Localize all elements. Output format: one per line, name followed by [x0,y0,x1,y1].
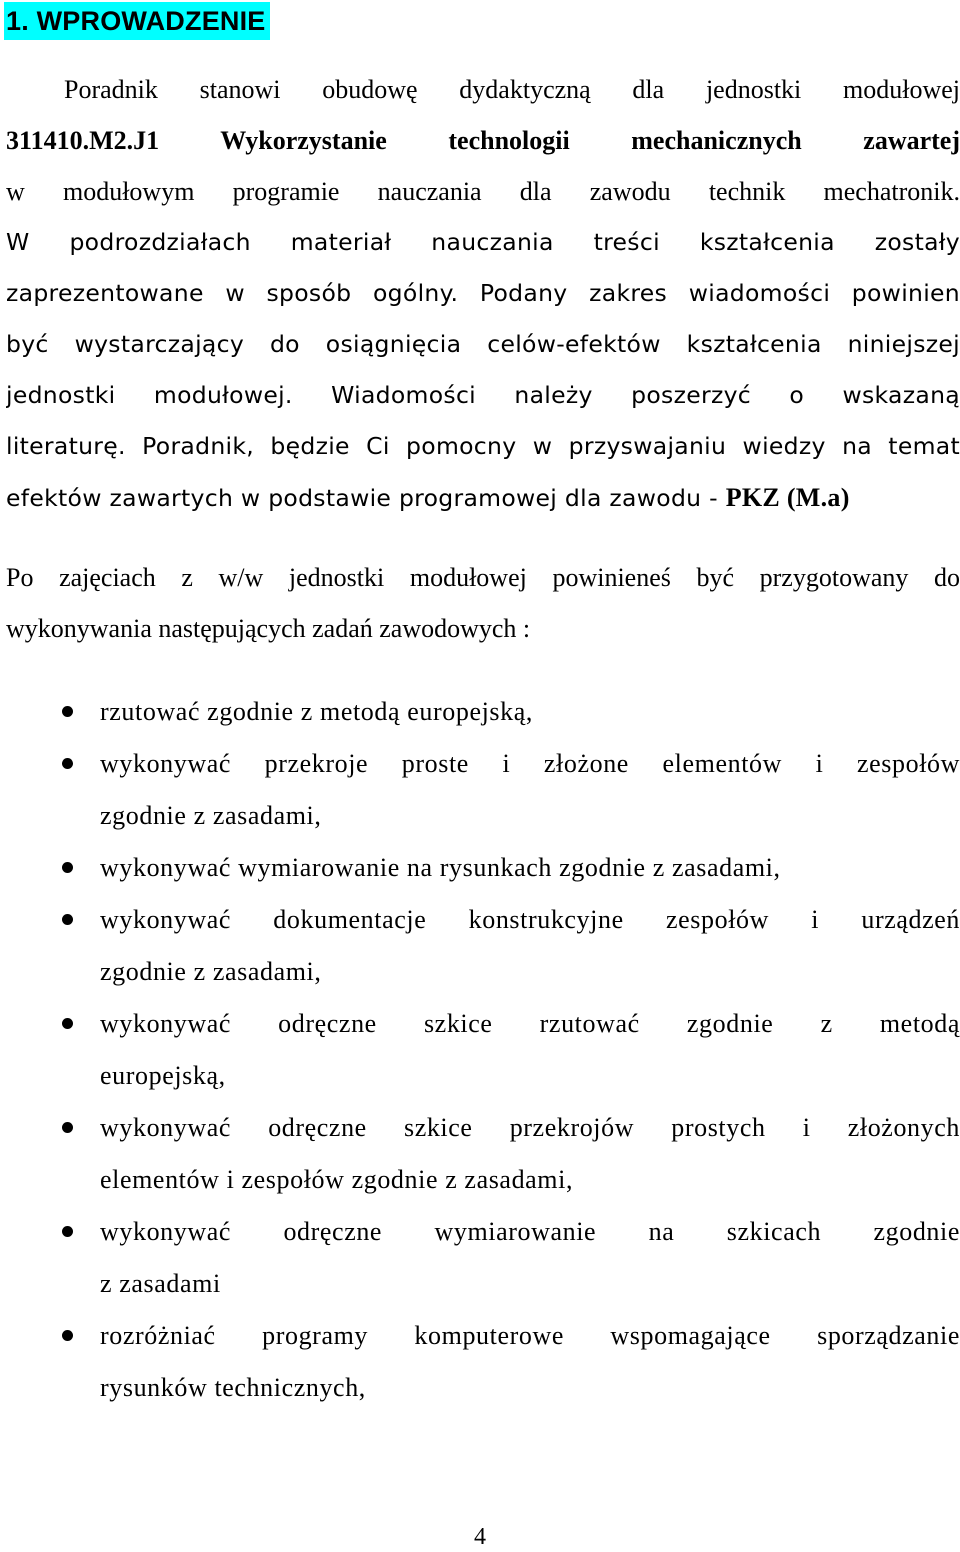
intro-line [6,472,960,524]
task-item-line: wykonywać odręczne szkice przekrojów prostych i złożonych [100,1113,960,1142]
tasks-intro-line: Po zajęciach z w/w jednostki modułowej powinieneś być przygotowany do [6,563,960,592]
task-item-line: wykonywać odręczne szkice rzutować zgodnie z metodą [100,1009,960,1038]
bullet-icon [62,1330,73,1341]
page-number: 4 [474,1524,486,1550]
program-code: PKZ (M.a) [725,483,850,512]
task-item-line: wykonywać dokumentacje konstrukcyjne zespołów i urządzeń [100,905,960,934]
intro-line: w modułowym programie nauczania dla zawodu technik mechatronik. [6,177,960,206]
tasks-list [0,686,960,1414]
task-item-line: z zasadami [100,1269,221,1298]
task-item [0,686,960,738]
bullet-icon [62,758,73,769]
task-item-line: wykonywać wymiarowanie na rysunkach zgodnie z zasadami, [100,853,781,882]
intro-line: W podrozdziałach materiał nauczania treści kształcenia zostały [6,228,960,256]
tasks-intro-paragraph [6,552,960,654]
task-item-line: zgodnie z zasadami, [100,801,322,830]
task-item-line: elementów i zespołów zgodnie z zasadami, [100,1165,574,1194]
task-item [0,1102,960,1206]
task-item [0,842,960,894]
intro-line: literaturę. Poradnik, będzie Ci pomocny w przyswajaniu wiedzy na temat [6,432,960,460]
bullet-icon [62,862,73,873]
intro-line: zaprezentowane w sposób ogólny. Podany zakres wiadomości powinien [6,279,960,307]
tasks-intro-line: wykonywania następujących zadań zawodowych : [6,614,531,643]
task-item [0,894,960,998]
task-item [0,998,960,1102]
task-item [0,738,960,842]
intro-paragraph [6,64,960,524]
intro-line: Poradnik stanowi obudowę dydaktyczną dla jednostki modułowej [64,75,960,104]
section-heading: 1. WPROWADZENIE [4,2,270,40]
task-item-line: rysunków technicznych, [100,1373,366,1402]
task-item [0,1206,960,1310]
task-item-line: wykonywać przekroje proste i złożone elementów i zespołów [100,749,960,778]
task-item-line: zgodnie z zasadami, [100,957,322,986]
bullet-icon [62,914,73,925]
bullet-icon [62,1018,73,1029]
bullet-icon [62,1122,73,1133]
bullet-icon [62,1226,73,1237]
intro-line: być wystarczający do osiągnięcia celów-efektów kształcenia niniejszej [6,330,960,358]
intro-line: jednostki modułowej. Wiadomości należy poszerzyć o wskazaną [6,381,960,409]
task-item-line: rozróżniać programy komputerowe wspomagające sporządzanie [100,1321,960,1350]
task-item-line: rzutować zgodnie z metodą europejską, [100,697,533,726]
task-item-line: wykonywać odręczne wymiarowanie na szkicach zgodnie [100,1217,960,1246]
task-item-line: europejską, [100,1061,226,1090]
intro-line-text: efektów zawartych w podstawie programowej dla zawodu - [6,484,726,512]
intro-line: 311410.M2.J1 Wykorzystanie technologii mechanicznych zawartej [6,126,960,155]
task-item [0,1310,960,1414]
bullet-icon [62,706,73,717]
